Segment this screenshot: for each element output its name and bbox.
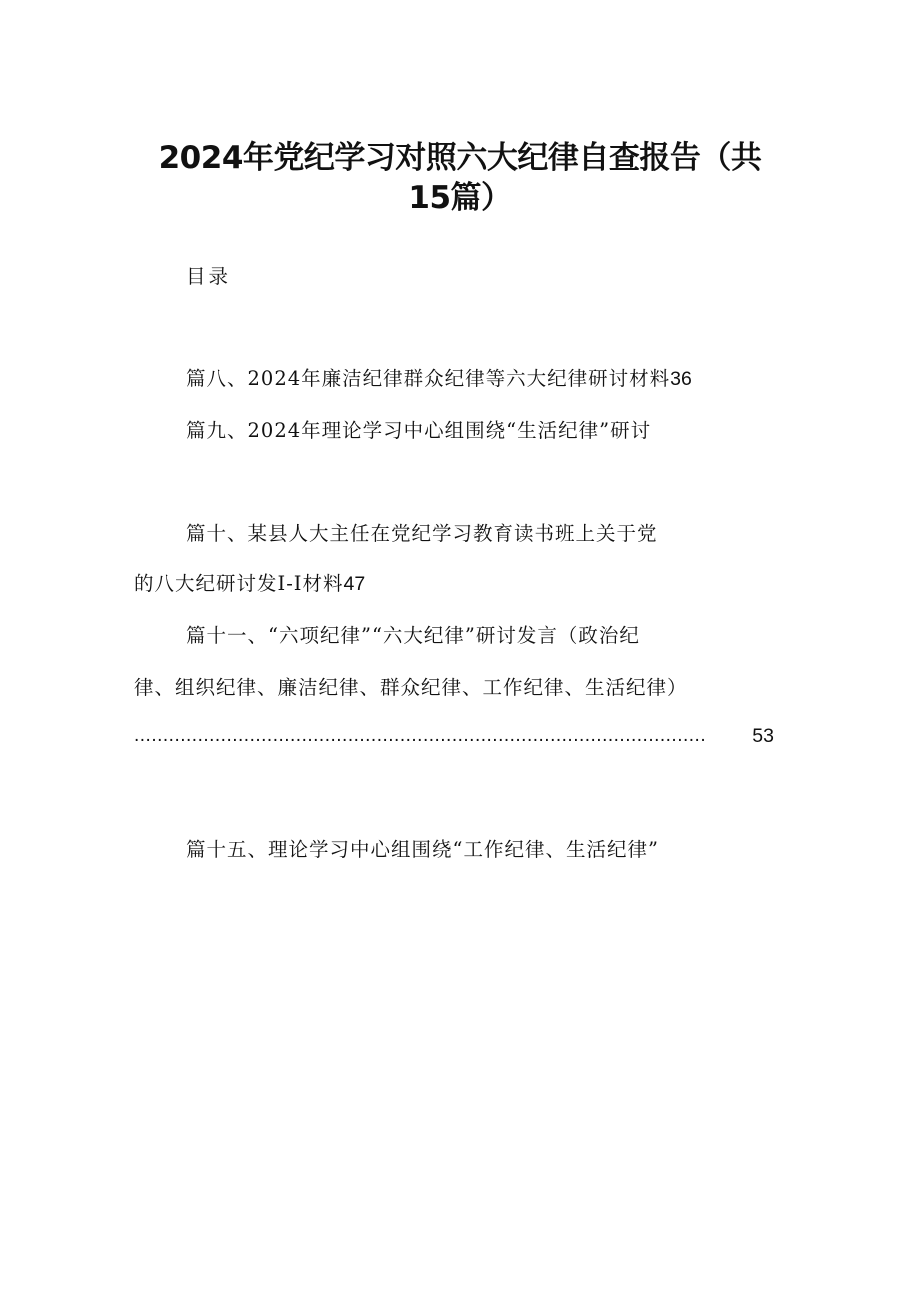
toc-entry-10-text-2: 的八大纪研讨发I-I材料	[134, 572, 344, 595]
document-title	[130, 138, 790, 218]
toc-entry-10-line-2[interactable]	[134, 570, 365, 598]
toc-entry-10-text-1: 篇十、某县人大主任在党纪学习教育读书班上关于党	[186, 522, 658, 545]
toc-entry-11-line-3[interactable]	[134, 722, 774, 750]
toc-entry-15[interactable]	[186, 836, 659, 864]
toc-heading: 目录	[186, 265, 232, 288]
toc-entry-8-page: 36	[670, 368, 692, 390]
toc-entry-11-page: 53	[752, 725, 774, 747]
toc-entry-10-line-1[interactable]	[186, 520, 658, 548]
toc-entry-11-line-1[interactable]	[186, 622, 640, 650]
toc-entry-11-text-1: 篇十一、“六项纪律”“六大纪律”研讨发言（政治纪	[186, 624, 640, 647]
toc-entry-11-leader-dots: ...................................................................................................	[134, 725, 707, 746]
toc-entry-9[interactable]	[186, 417, 651, 445]
title-line-2: 15篇）	[408, 180, 512, 216]
toc-entry-8-text: 篇八、2024年廉洁纪律群众纪律等六大纪律研讨材料	[186, 367, 671, 390]
toc-entry-15-text: 篇十五、理论学习中心组围绕“工作纪律、生活纪律”	[186, 838, 659, 861]
toc-entry-11-line-2[interactable]	[134, 674, 688, 702]
toc-entry-10-page: 47	[343, 573, 366, 595]
toc-entry-11-text-2: 律、组织纪律、廉洁纪律、群众纪律、工作纪律、生活纪律）	[134, 676, 688, 699]
toc-entry-8[interactable]	[186, 365, 692, 393]
toc-entry-9-text: 篇九、2024年理论学习中心组围绕“生活纪律”研讨	[186, 419, 652, 442]
title-line-1: 2024年党纪学习对照六大纪律自查报告（共	[158, 140, 762, 176]
